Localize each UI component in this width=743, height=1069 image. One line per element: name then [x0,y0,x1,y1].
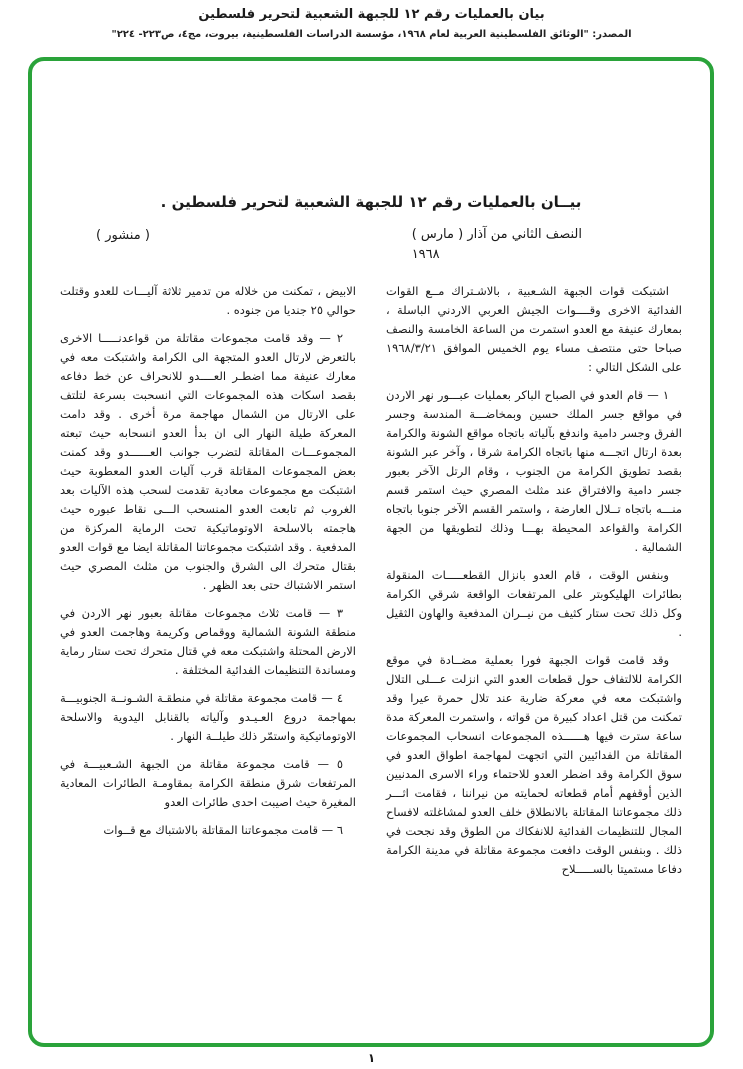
paragraph: وبنفس الوقت ، قام العدو بانزال القطعـــــات المنقولة بطائرات الهليكوبتر على المرتفعات الواقعة شرقي الكرامة وكل ذلك تحت ستار كثيف من نيــران المدفعية والهاون الثقيل . [386,568,682,639]
page-number: ١ [367,1051,376,1065]
date-block [412,227,582,262]
column-left [60,282,356,888]
meta-row [60,227,682,262]
paragraph: الابيض ، تمكنت من خلاله من تدمير ثلاثة آليـــات للعدو وقتلت حوالي ٢٥ جنديا من جنوده . [60,284,356,317]
published-label: ( منشور ) [96,228,150,243]
column-right [386,282,682,888]
paragraph: ٤ — قامت مجموعة مقاتلة في منطقـة الشـونــة الجنوبيـــة بمهاجمة دروع العـيـدو وآلياته بالقنابل اليدوية والاسلحة الاوتوماتيكية واستمّر ذلك طيلــة النهار . [60,691,356,743]
paragraph: ٢ — وقد قامت مجموعات مقاتلة من قواعدنـــــا الاخرى بالتعرض لارتال العدو المتجهة الى الكرامة واشتبكت معه في معارك عنيفة مما اضطـر العــــدو للانحراف عن خط دفاعه بقصد اسكات هذه المجموعات التي انسحبت بسرعة لتلتف على الارتال من الشمال مهاجمة مرة أخرى . وقد دامت المعركة طيلة النهار الى ان بدأ العدو انسحابه حيث تبعته المجموعـــات المقاتلة لتضرب جوانب العــــــدو وقد كمنت بعض المجموعات المقاتلة قرب آليات العدو المعطوبة حيث اشتبكت مع مجموعات معادية تقدمت لسحب هذه الآليات بعد الغروب ثم تابعت العدو المنسحب الـــى نقاط عبوره حيث هاجمته بالاسلحة الاوتوماتيكية تحت الرماية المركزة من المدفعية . وقد اشتبكت مجموعاتنا المقاتلة ايضا مع قوات العدو بقتال متحرك الى الشرق والجنوب من مثلث المصري حيث استمر الاشتباك حتى بعد الظهر . [60,331,356,592]
paragraph: ٥ — قامت مجموعة مقاتلة من الجبهة الشـعبيـــة في المرتفعات شرق منطقة الكرامة بمقاومـة الطائرات المعادية المغيرة حيث اصيبت احدى طائرات العدو [60,757,356,809]
document-source: المصدر: "الوثائق الفلسطينية العربية لعام ١٩٦٨، مؤسسة الدراسات الفلسطينية، بيروت، مج٤، ص٢٢٣- ٢٢٤" [111,29,632,40]
paragraph: ٦ — قامت مجموعاتنا المقاتلة بالاشتباك مع قــوات [103,823,343,837]
date-year: ١٩٦٨ [411,247,440,262]
paragraph: اشتبكت قوات الجبهة الشـعبية ، بالاشـتراك مــع القوات الفدائية الاخرى وقــــوات الجيش العربي الاردني الباسلة ، بمعارك عنيفة مع العدو استمرت من الساعة الخامسة والنصف صباحا حتى منتصف مساء يوم الخميس الموافق ١٩٦٨/٣/٢١ على الشكل التالي : [386,284,682,374]
document-frame [28,57,714,1047]
statement-title: بيــان بالعمليات رقم ١٢ للجبهة الشعبية لتحرير فلسطين . [160,193,582,211]
page-header [0,0,743,40]
date-line: النصف الثاني من آذار ( مارس ) [411,227,582,242]
paragraph: وقد قامت قوات الجبهة فورا بعملية مضــادة في موقع الكرامة للالتفاف حول قطعات العدو التي انزلت عـــلى التلال واشتبكت معه في معركة ضارية عند تلال حمرة عيرا وقد تمكنت من قتل اعداد كبيرة من قواته ، واستمرت المعركة مدة ساعة سترت فيها هــــــذه المجموعات انسحاب المجموعات المقاتلة من الفدائيين التي اتجهت لمهاجمة اطواق العدو في سوق الكرامة وقد اضطر العدو للاحتماء وراء الاسرى المدنيين الذين أوقفهم أمام قطعاته لحمايته من نيراننا ، فقامت اثـــر ذلك مجموعاتنا المقاتلة بالانطلاق خلف العدو لمشاغلته لافساح المجال للتنظيمات الفدائية للانفكاك من الطوق وقد نجحت في ذلك . وبنفس الوقت دافعت مجموعة مقاتلة في مدينة الكرامة دفاعا مستميتا بالســـــلاح [386,653,682,876]
document-heading: بيان بالعمليات رقم ١٢ للجبهة الشعبية لتحرير فلسطين [198,7,545,22]
text-columns [60,282,682,888]
paragraph: ٣ — قامت ثلاث مجموعات مقاتلة بعبور نهر الاردن في منطقة الشونة الشمالية ووقماص وكريمة وهاجمت العدو في الارض المحتلة واشتبكت معه في قتال متحرك تحت ستار رماية ومساندة التنظيمات الفدائية المختلفة . [60,606,356,677]
paragraph: ١ — قام العدو في الصباح الباكر بعمليات عبـــور نهر الاردن في مواقع جسر الملك حسين وبمخاضـــة المندسة وجسر الفرق وجسر دامية واندفع بآلياته باتجاه مواقع الشونة والكرامة بعدة ارتال اتجـــه منها باتجاه الكرامة شرقا ، وآخر عبر الشونة بقصد تطويق الكرامة من الجنوب ، وقام الرتل الآخر بعبور جسر دامية والافتراق عند مثلث المصري حيث استمر قسم منـــه باتجاه تــلال العارضة ، واستمر القسم الآخر جنوبا باتجاه الكرامة والقواعد المحيطة بهـــا وذلك لتطويقها من الجهة الشمالية . [386,388,682,554]
